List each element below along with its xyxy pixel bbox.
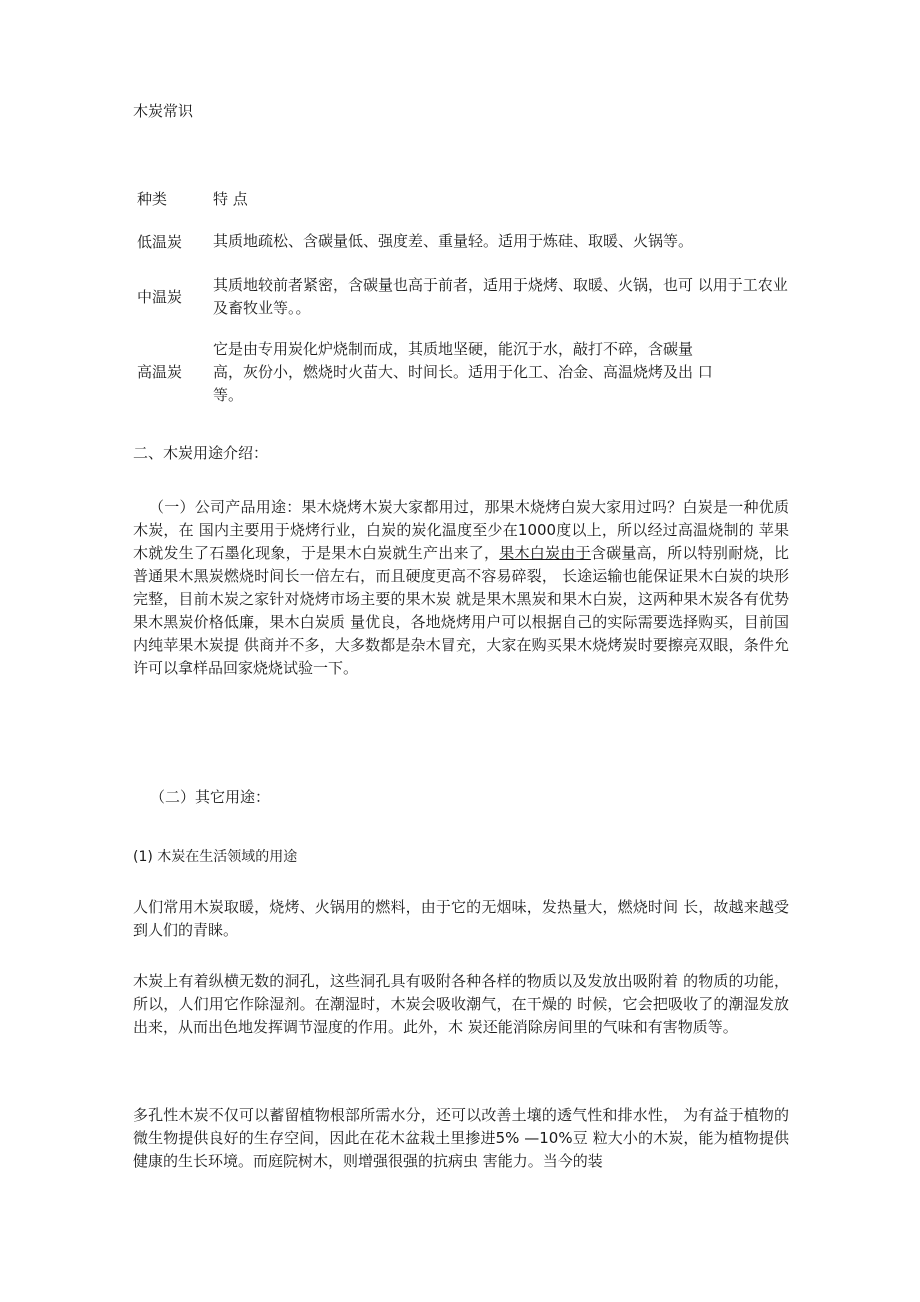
document-title: 木炭常识 bbox=[133, 102, 194, 120]
item-heading: (1) 木炭在生活领域的用途 bbox=[133, 849, 298, 865]
table-row-kind: 高温炭 bbox=[137, 363, 183, 381]
table-row-feature: 其质地疏松、含碳量低、强度差、重量轻。适用于炼硅、取暖、火锅等。 bbox=[213, 232, 694, 250]
paragraph-text: 含碳量高，所以特别耐烧，比普通果木黑炭燃烧时间长一倍左右，而且硬度更高不容易碎裂， 长途运输也能保证果木白炭的块形完整，目前木炭之家针对烧烤市场主要的果木炭 就是果木黑炭和果木白炭，这两种果木炭各有优势果木黑炭价格低廉，果木白炭质 量优良，各地烧烤用户可以根据自己的实际需要选择购买，目前国内纯苹果木炭提 供商并不多，大多数都是杂木冒充，大家在购买果木烧烤炭时要擦亮双眼，条件允 许可以拿样品回家烧烧试验一下。 bbox=[133, 544, 789, 677]
feature-line: 等。 bbox=[213, 386, 244, 404]
feature-line: 它是由专用炭化炉烧制而成，其质地坚硬，能沉于水，敲打不碎，含碳量 bbox=[213, 340, 694, 358]
subsection-heading: （二）其它用途： bbox=[150, 788, 271, 806]
table-row-feature: 其质地较前者紧密，含碳量也高于前者，适用于烧烤、取暖、火锅，也可 以用于工农业及畜牧业等。。 bbox=[213, 276, 788, 317]
underlined-text: 果木白炭由于 bbox=[499, 544, 591, 562]
table-header-feature: 特 点 bbox=[213, 190, 248, 208]
paragraph-text: （一）公司产品用途：果木烧烤木炭大家都用过，那果木烧烤白炭大家用过吗？白炭是一种优质木炭，在 国内主要用于烧烤行业，白炭的炭化温度至少在1000度以上，所以经过高温烧制的 苹果木就发生了石墨化现象，于是果木白炭就生产出来了， bbox=[133, 498, 789, 562]
body-paragraph: 木炭上有着纵横无数的洞孔，这些洞孔具有吸附各种各样的物质以及发放出吸附着 的物质的功能，所以，人们用它作除湿剂。在潮湿时，木炭会吸收潮气，在干燥的 时候，它会把吸收了的潮湿发放出来，从而出色地发挥调节湿度的作用。此外，木 炭还能消除房间里的气味和有害物质等。 bbox=[133, 972, 789, 1036]
table-row-kind: 低温炭 bbox=[137, 233, 183, 251]
table-header-kind: 种类 bbox=[137, 190, 168, 208]
table-row-feature bbox=[213, 338, 793, 407]
body-paragraph: 多孔性木炭不仅可以蓄留植物根部所需水分，还可以改善土壤的透气性和排水性， 为有益于植物的微生物提供良好的生存空间，因此在花木盆栽土里掺进5% —10%豆 粒大小的木炭，能为植物提供健康的生长环境。而庭院树木，则增强很强的抗病虫 害能力。当今的装 bbox=[133, 1106, 789, 1170]
body-paragraph: 人们常用木炭取暖，烧烤、火锅用的燃料，由于它的无烟味，发热量大，燃烧时间 长，故越来越受到人们的青睐。 bbox=[133, 898, 789, 939]
product-usage-paragraph bbox=[133, 496, 789, 680]
section-heading: 二、木炭用途介绍： bbox=[133, 444, 269, 462]
feature-line: 高，灰份小，燃烧时火苗大、时间长。适用于化工、冶金、高温烧烤及出 口 bbox=[213, 363, 713, 381]
table-row-kind: 中温炭 bbox=[137, 288, 183, 306]
